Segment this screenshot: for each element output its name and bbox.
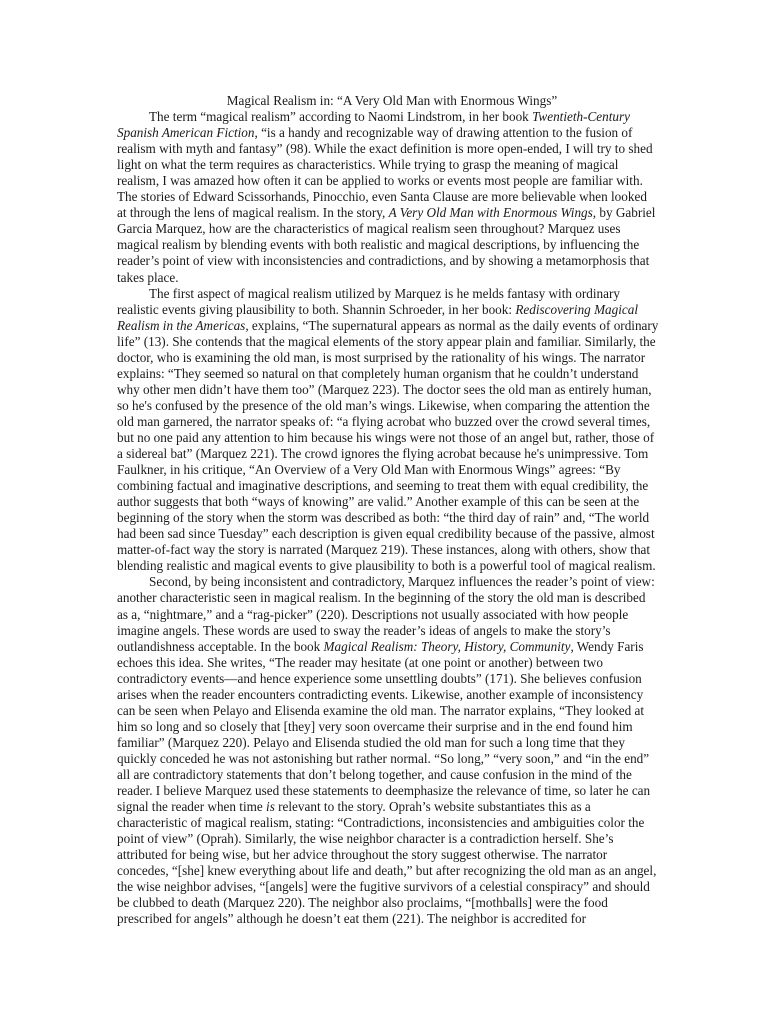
text-run: , explains, “The supernatural appears as normal as the daily events of ordinary life” (13). She contends that the magical elements of the story appear plain and familiar. Similarly, the doctor, who is examining the old man, is most surprised by the rationality of his wings. The narrator explains: “They seemed so natural on that completely human organism that he couldn’t understand why other men didn’t have them too” (Marquez 223). The doctor sees the old man as entirely human, so he's confused by the presence of the old man’s wings. Likewise, when comparing the attention the old man garnered, the narrator speaks of: “a flying acrobat who buzzed over the crowd several times, but no one paid any attention to him because his wings were not those of an angel but, rather, those of a sidereal bat” (Marquez 221). The crowd ignores the flying acrobat because he's unimpressive. Tom Faulkner, in his critique, “An Overview of a Very Old Man with Enormous Wings” agrees: “By combining factual and imaginative descriptions, and seeming to treat them with equal credibility, the author suggests that both “ways of knowing” are valid.” Another example of this can be seen at the beginning of the story when the storm was described as both: “the third day of rain” and, “The world had been sad since Tuesday” each description is given equal credibility because of the passive, almost matter-of-fact way the story is narrated (Marquez 219). These instances, along with others, show that blending realistic and magical events to give plausibility to both is a powerful tool of magical realism. bbox=[117, 317, 659, 574]
paragraph-3 bbox=[117, 574, 659, 927]
book-title-italic: Magical Realism: Theory, History, Community bbox=[323, 638, 571, 654]
paragraph-2 bbox=[117, 286, 659, 575]
text-run: The term “magical realism” according to Naomi Lindstrom, in her book bbox=[149, 109, 533, 125]
essay-title: Magical Realism in: “A Very Old Man with Enormous Wings” bbox=[226, 93, 558, 108]
text-run: , by Gabriel Garcia Marquez, how are the characteristics of magical realism seen throughout? Marquez uses magical realism by blending events with both realistic and magical descriptions, by influencing the reader’s point of view with inconsistencies and contradictions, and by showing a metamorphosis that takes place. bbox=[117, 205, 656, 285]
emphasis-italic: is bbox=[266, 799, 275, 815]
book-title-italic: Twentieth-Century Spanish American Fiction bbox=[117, 109, 630, 141]
text-run: Second, by being inconsistent and contradictory, Marquez influences the reader’s point of view: another characteristic seen in magical realism. In the beginning of the story the old man is described as a, “nightmare,” and a “rag-picker” (220). Descriptions not usually associated with how people imagine angels. These words are used to sway the reader’s ideas of angels to make the story’s outlandishness acceptable. In the book bbox=[117, 574, 655, 654]
text-run: relevant to the story. Oprah’s website substantiates this as a characteristic of magical realism, stating: “Contradictions, inconsistencies and ambiguities color the point of view” (Oprah). Similarly, the wise neighbor character is a contradiction herself. She’s attributed for being wise, but her advice throughout the story suggest otherwise. The narrator concedes, “[she] knew everything about life and death,” but after recognizing the old man as an angel, the wise neighbor advises, “[angels] were the fugitive survivors of a celestial conspiracy” and should be clubbed to death (Marquez 220). The neighbor also proclaims, “[mothballs] were the food prescribed for angels” although he doesn’t eat them (221). The neighbor is accredited for bbox=[117, 799, 657, 927]
book-title-italic: Rediscovering Magical Realism in the Americas bbox=[117, 301, 639, 333]
paragraph-1 bbox=[117, 109, 659, 286]
text-run: The first aspect of magical realism utilized by Marquez is he melds fantasy with ordinary realistic events giving plausibility to both. Shannin Schroeder, in her book: bbox=[117, 285, 620, 317]
essay-body bbox=[117, 93, 659, 927]
story-title-italic: A Very Old Man with Enormous Wings bbox=[388, 205, 593, 221]
text-run: , “is a handy and recognizable way of drawing attention to the fusion of realism with myth and fantasy” (98). While the exact definition is more open-ended, I will try to shed light on what the term requires as characteristics. While trying to grasp the meaning of magical realism, I was amazed how often it can be applied to works or events most people are familiar with. The stories of Edward Scissorhands, Pinocchio, even Santa Clause are more believable when looked at through the lens of magical realism. In the story, bbox=[117, 125, 653, 221]
text-run: , Wendy Faris echoes this idea. She writes, “The reader may hesitate (at one point or another) between two contradictory events—and hence experience some unsettling doubts” (171). She believes confusion arises when the reader encounters contradicting events. Likewise, another example of inconsistency can be seen when Pelayo and Elisenda examine the old man. The narrator explains, “They looked at him so long and so closely that [they] very soon overcame their surprise and in the end found him familiar” (Marquez 220). Pelayo and Elisenda studied the old man for such a long time that they quickly conceded he was not astonishing but rather normal. “So long,” “very soon,” and “in the end” all are contradictory statements that don’t belong together, and cause confusion in the mind of the reader. I believe Marquez used these statements to deemphasize the relevance of time, so later he can signal the reader when time bbox=[117, 638, 651, 815]
